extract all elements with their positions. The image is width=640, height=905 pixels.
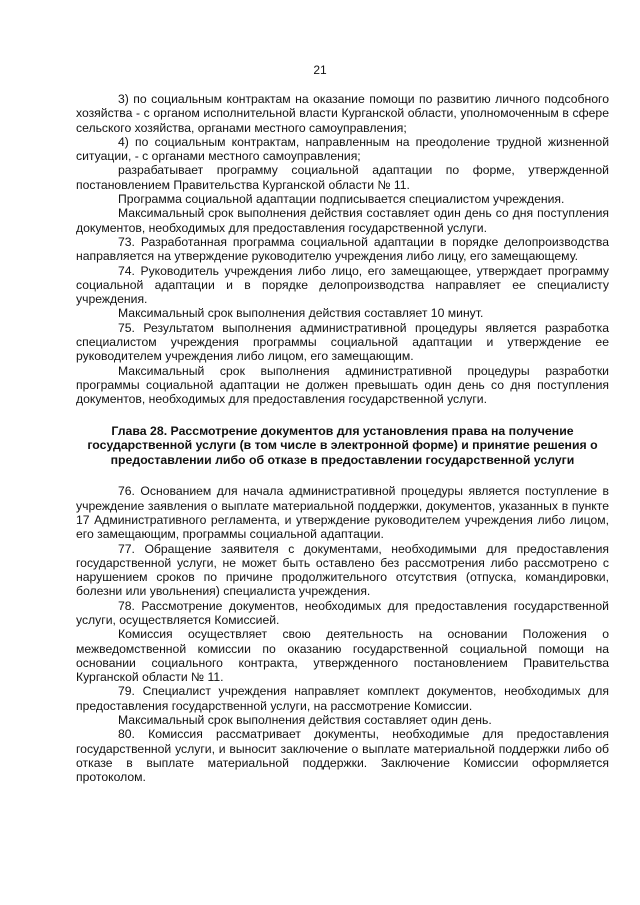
paragraph-program-signed: Программа социальной адаптации подписывается специалистом учреждения. — [118, 192, 565, 207]
paragraph-max-term-10min: Максимальный срок выполнения действия составляет 10 минут. — [118, 306, 484, 321]
paragraph-max-term-one-day: Максимальный срок выполнения действия составляет один день. — [118, 713, 492, 728]
paragraph-74: 74. Руководитель учреждения либо лицо, его замещающее, утверждает программу социальной адаптации и в порядке делопроизводства направляет ее специалисту учреждения. — [76, 263, 609, 307]
paragraph-76: 76. Основанием для начала административной процедуры является поступление в учреждение заявления о выплате материальной поддержки, документов, указанных в пункте 17 Административного регламента, и утверждение руководителем учреждения либо лицом, его замещающим, программы социальной адаптации. — [76, 484, 609, 542]
paragraph-78: 78. Рассмотрение документов, необходимых для предоставления государственной услуги, осуществляется Комиссией. — [76, 598, 609, 627]
paragraph-develops-program: разрабатывает программу социальной адаптации по форме, утвержденной постановлением Правительства Курганской области № 11. — [76, 163, 609, 192]
paragraph-max-term-procedure: Максимальный срок выполнения административной процедуры разработки программы социальной адаптации не должен превышать один день со дня поступления документов, необходимых для предоставления государственной услуги. — [76, 363, 609, 407]
chapter-28-heading: Глава 28. Рассмотрение документов для установления права на получение государственной услуги (в том числе в электронной форме) и принятие решения о предоставлении либо об отказе в предоставлении государственной услуги — [87, 423, 598, 467]
paragraph-max-term-1: Максимальный срок выполнения действия составляет один день со дня поступления документов, необходимых для предоставления государственной услуги. — [76, 206, 609, 235]
paragraph-79: 79. Специалист учреждения направляет комплект документов, необходимых для предоставления государственной услуги, на рассмотрение Комиссии. — [76, 684, 609, 713]
page-number: 21 — [313, 63, 327, 77]
paragraph-77: 77. Обращение заявителя с документами, необходимыми для предоставления государственной услуги, не может быть оставлено без рассмотрения либо рассмотрено с нарушением сроков по причине продолжительного отсутствия (отпуска, командировки, болезни или увольнения) специалиста учреждения. — [76, 541, 609, 599]
paragraph-80: 80. Комиссия рассматривает документы, необходимые для предоставления государственной услуги, и выносит заключение о выплате материальной поддержки либо об отказе в выплате материальной поддержки. Заключение Комиссии оформляется протоколом. — [76, 727, 609, 785]
paragraph-4-hardship: 4) по социальным контрактам, направленным на преодоление трудной жизненной ситуации, - с органами местного самоуправления; — [76, 134, 609, 164]
document-body — [76, 92, 609, 785]
paragraph-commission: Комиссия осуществляет свою деятельность на основании Положения о межведомственной комиссии по оказанию государственной социальной помощи на основании социального контракта, утвержденного постановлением Правительства Курганской области № 11. — [76, 627, 609, 685]
paragraph-73: 73. Разработанная программа социальной адаптации в порядке делопроизводства направляется на утверждение руководителю учреждения либо лицу, его замещающему. — [76, 234, 609, 264]
paragraph-3-rural: 3) по социальным контрактам на оказание помощи по развитию личного подсобного хозяйства - с органом исполнительной власти Курганской области, уполномоченным в сфере сельского хозяйства, органами местного самоуправления; — [76, 92, 609, 135]
paragraph-75: 75. Результатом выполнения административной процедуры является разработка специалистом учреждения программы социальной адаптации и утверждение ее руководителем учреждения либо лицом, его замещающим. — [76, 320, 609, 364]
